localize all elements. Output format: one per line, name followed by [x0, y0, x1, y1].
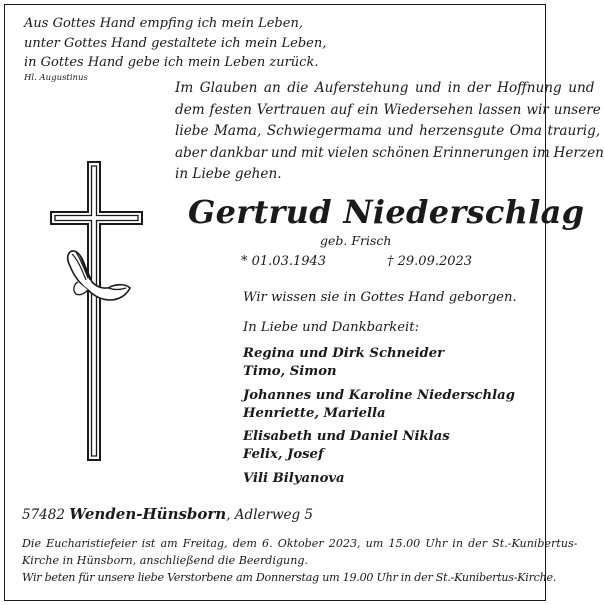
birth-date: * 01.03.1943: [241, 254, 327, 269]
motto-line: Aus Gottes Hand empfing ich mein Leben,: [24, 16, 303, 31]
motto-verse: [24, 14, 326, 73]
address-street: , Adlerweg 5: [226, 507, 314, 523]
intro-line: aber dankbar und mit vielen schönen Erinnerungen im Herzen: [175, 144, 604, 161]
mourner-line: Vili Bilyanova: [243, 471, 345, 486]
birth-name: geb. Frisch: [320, 233, 392, 248]
cross-with-praying-hands-icon: [48, 160, 148, 470]
death-date: † 29.09.2023: [387, 254, 473, 269]
address-town: Wenden-Hünsborn: [69, 505, 227, 523]
intro-line: Im Glauben an die Auferstehung und in der Hoffnung und: [175, 80, 595, 96]
love-gratitude-line: In Liebe und Dankbarkeit:: [243, 320, 420, 335]
mourner-group: [243, 428, 450, 464]
mourner-line: Felix, Josef: [243, 447, 324, 462]
deceased-name: Gertrud Niederschlag: [188, 193, 585, 231]
mourner-group: [243, 345, 444, 381]
intro-line: dem festen Vertrauen auf ein Wiedersehen lassen wir unsere: [175, 101, 601, 118]
motto-line: unter Gottes Hand gestaltete ich mein Leben,: [24, 35, 327, 51]
service-line: Die Eucharistiefeier ist am Freitag, dem 6. Oktober 2023, um 15.00 Uhr in der St.-Kunibertus-: [22, 537, 578, 550]
service-line: Kirche in Hünsborn, anschließend die Beerdigung.: [22, 554, 308, 567]
gods-hand-line: Wir wissen sie in Gottes Hand geborgen.: [243, 290, 517, 305]
intro-paragraph: [175, 78, 604, 186]
service-line: Wir beten für unsere liebe Verstorbene am Donnerstag um 19.00 Uhr in der St.-Kunibertus-Kirche.: [22, 571, 557, 584]
mourner-line: Elisabeth und Daniel Niklas: [243, 429, 450, 444]
mourner-line: Regina und Dirk Schneider: [243, 346, 445, 361]
address-zip: 57482: [22, 507, 65, 523]
address-line: [22, 505, 313, 523]
motto-author: Hl. Augustinus: [24, 73, 88, 83]
mourner-line: Henriette, Mariella: [243, 406, 386, 421]
intro-line: in Liebe gehen.: [175, 166, 282, 182]
mourner-line: Timo, Simon: [243, 364, 337, 379]
mourner-group: [243, 470, 345, 488]
service-info: [22, 535, 578, 586]
motto-line: in Gottes Hand gebe ich mein Leben zurück.: [24, 55, 319, 70]
intro-line: liebe Mama, Schwiegermama und herzensgute Oma traurig,: [175, 123, 601, 139]
mourner-line: Johannes und Karoline Niederschlag: [243, 388, 515, 403]
mourner-group: [243, 387, 515, 423]
